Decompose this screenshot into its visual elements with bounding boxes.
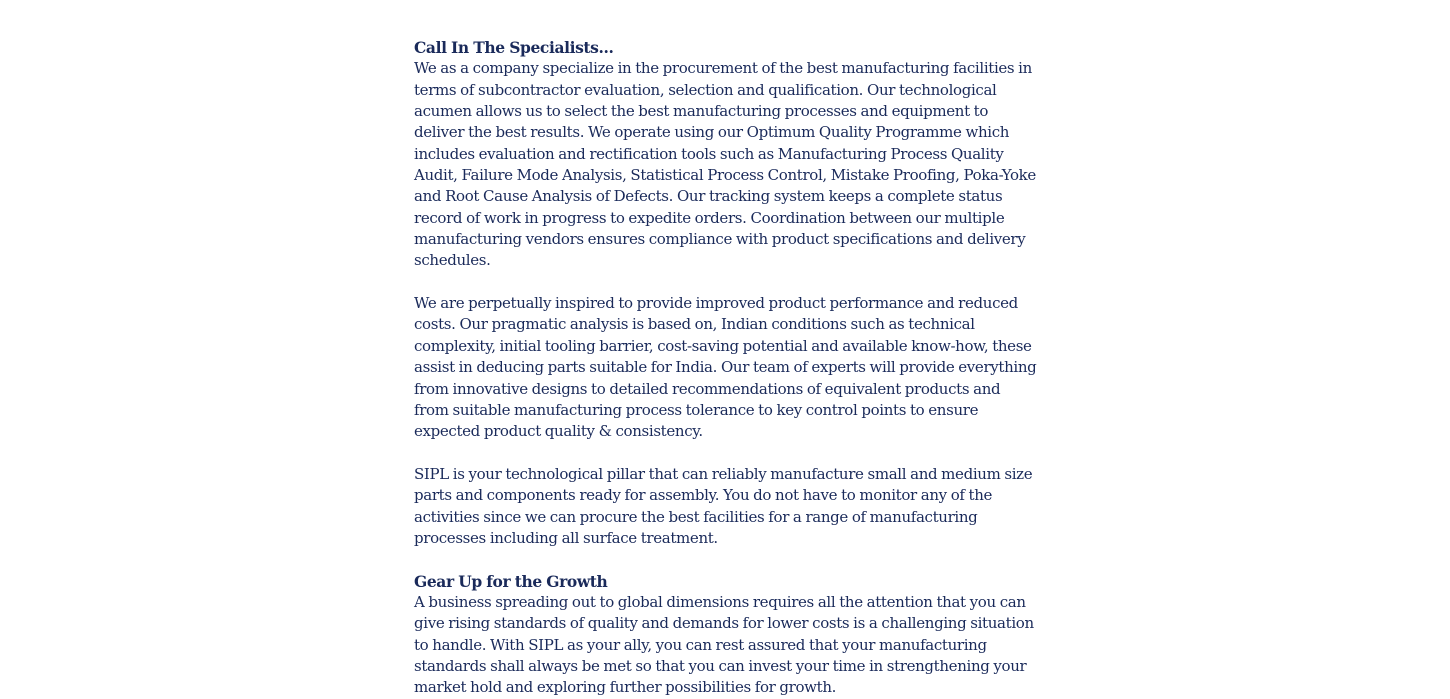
paragraph-specialists-1: We as a company specialize in the procurement of the best manufacturing facilities in terms of subcontractor evaluation, selection and qualification. Our technological acumen allows us to select the best manufacturing processes and equipment to deliver the best results. We operate using our Optimum Quality Programme which includes evaluation and rectification tools such as Manufacturing Process Quality Audit, Failure Mode Analysis, Statistical Process Control, Mistake Proofing, Poka-Yoke and Root Cause Analysis of Defects. Our tracking system keeps a complete status record of work in progress to expedite orders. Coordination between our multiple manufacturing vendors ensures compliance with product specifications and delivery schedules. — [414, 59, 1036, 270]
article-body — [414, 37, 1038, 699]
section-heading-specialists: Call In The Specialists... — [414, 38, 614, 57]
paragraph-growth-1: A business spreading out to global dimensions requires all the attention that you can give rising standards of quality and demands for lower costs is a challenging situation to handle. With SIPL as your ally, you can rest assured that your manufacturing standards shall always be met so that you can invest your time in strengthening your market hold and exploring further possibilities for growth. — [414, 592, 1034, 697]
paragraph-specialists-3: SIPL is your technological pillar that can reliably manufacture small and medium size parts and components ready for assembly. You do not have to monitor any of the activities since we can procure the best facilities for a range of manufacturing processes including all surface treatment. — [414, 464, 1033, 547]
section-heading-growth: Gear Up for the Growth — [414, 571, 608, 591]
paragraph-specialists-2: We are perpetually inspired to provide improved product performance and reduced costs. Our pragmatic analysis is based on, Indian conditions such as technical complexity, initial tooling barrier, cost-saving potential and available know-how, these assist in deducing parts suitable for India. Our team of experts will provide everything from innovative designs to detailed recommendations of equivalent products and from suitable manufacturing process tolerance to key control points to ensure expected product quality & consistency. — [414, 294, 1037, 441]
